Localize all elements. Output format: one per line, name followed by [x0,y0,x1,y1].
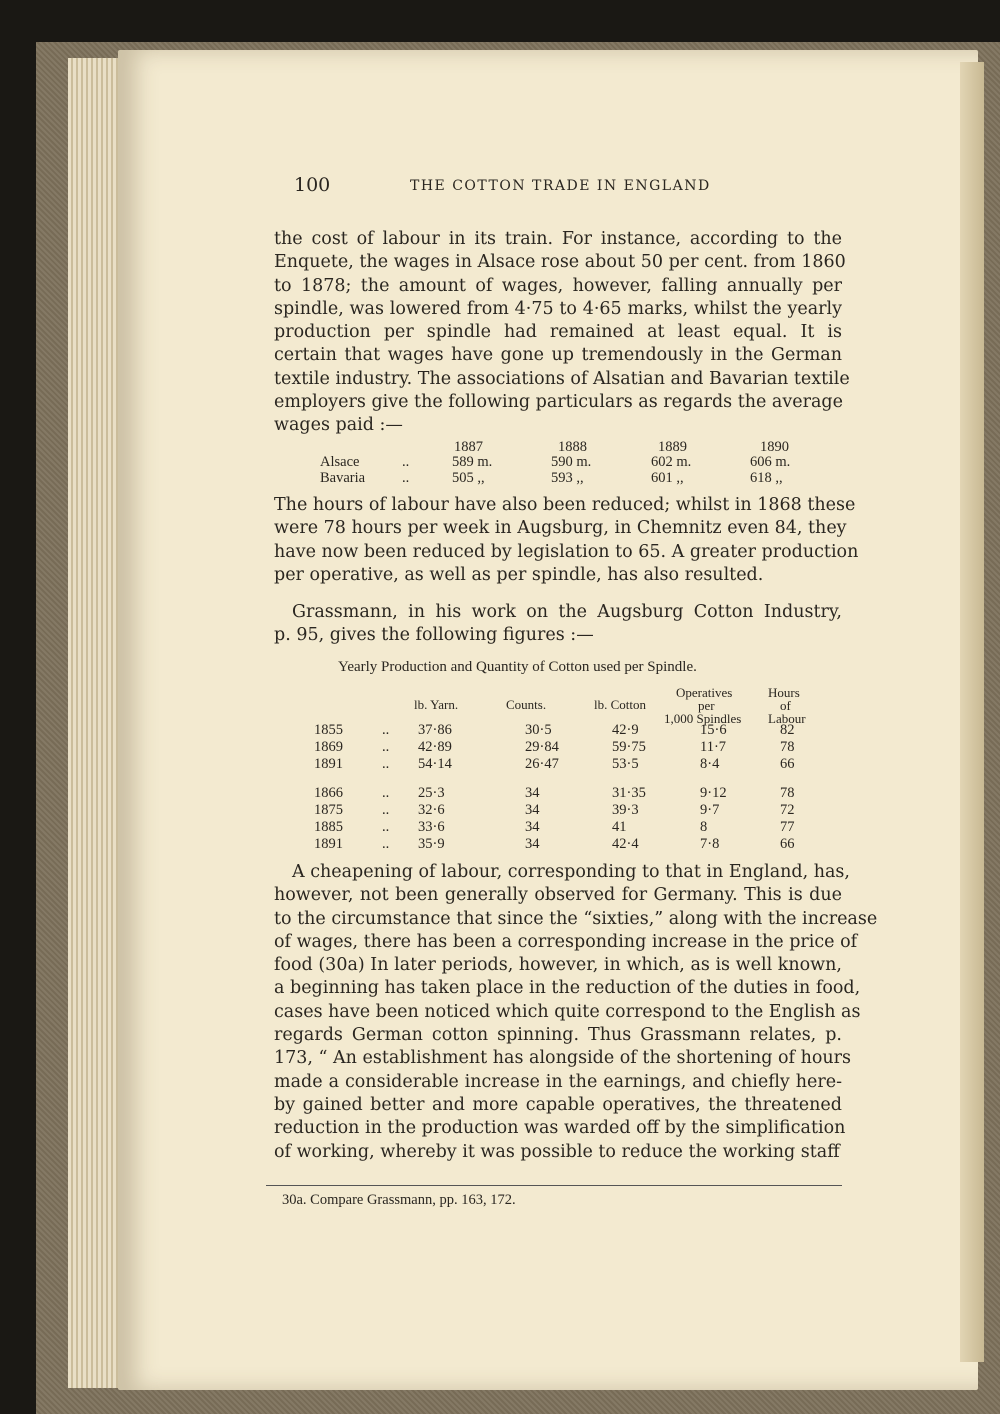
text-line: the cost of labour in its train. For instance, according to the [274,229,842,249]
row-hours: 66 [780,836,795,852]
text-line: textile industry. The associations of Alsatian and Bavarian textile [274,368,850,389]
row-operatives: 8·4 [700,756,720,772]
footnote: 30a. Compare Grassmann, pp. 163, 172. [282,1192,516,1208]
wages-cell: 606 m. [750,454,791,470]
row-operatives: 8 [700,819,708,835]
wages-year: 1887 [454,439,483,455]
wages-year: 1888 [558,439,587,455]
row-year: 1891 [314,756,343,772]
wages-cell: 505 ,, [452,470,485,486]
header-hours: Labour [768,711,806,726]
row-yarn: 37·86 [418,722,452,738]
text-line: by gained better and more capable operatives, the threatened [274,1094,842,1115]
header-cotton: lb. Cotton [594,697,647,712]
row-yarn: 25·3 [418,785,445,801]
row-cotton: 53·5 [612,756,639,772]
text-line: of working, whereby it was possible to reduce the working staff [274,1141,840,1162]
row-yarn: 35·9 [418,836,445,852]
row-operatives: 15·6 [700,722,727,738]
row-dots: .. [382,785,390,801]
paragraph-1 [274,228,850,438]
text-line: A cheapening of labour, corresponding to that in England, has, [292,862,850,882]
paragraph-4 [274,861,878,1164]
wages-cell: 602 m. [651,454,692,470]
row-hours: 72 [780,802,795,818]
text-line: have now been reduced by legislation to 65. A greater production [274,541,859,562]
row-counts: 34 [525,802,540,818]
row-hours: 66 [780,756,795,772]
text-line: were 78 hours per week in Augsburg, in Chemnitz even 84, they [274,518,847,539]
header-operatives: per [698,698,715,713]
header-operatives: 1,000 Spindles [664,711,742,726]
text-line: cases have been noticed which quite correspond to the English as [274,1001,861,1022]
wages-dots: .. [402,454,410,470]
row-counts: 26·47 [525,756,559,772]
row-operatives: 7·8 [700,836,720,852]
wages-cell: 601 ,, [651,470,684,486]
text-line: The hours of labour have also been reduced; whilst in 1868 these [274,495,856,515]
row-yarn: 54·14 [418,756,452,772]
row-operatives: 9·7 [700,802,720,818]
text-line: wages paid :— [274,415,403,436]
footnote-rule [266,1185,842,1186]
row-dots: .. [382,722,390,738]
header-hours: Hours [768,685,800,700]
right-page-edge [960,62,984,1362]
row-year: 1885 [314,819,343,835]
header-yarn: lb. Yarn. [414,697,459,712]
header-operatives: Operatives [676,685,733,700]
text-line: per operative, as well as per spindle, has also resulted. [274,564,764,585]
table-caption: Yearly Production and Quantity of Cotton used per Spindle. [338,659,697,675]
text-line: of wages, there has been a corresponding increase in the price of [274,931,858,952]
row-cotton: 59·75 [612,739,646,755]
row-counts: 34 [525,819,540,835]
row-year: 1869 [314,739,343,755]
row-cotton: 42·4 [612,836,639,852]
wages-region: Alsace [320,454,360,470]
text-line: 173, “ An establishment has alongside of the shortening of hours [274,1048,852,1069]
row-counts: 29·84 [525,739,559,755]
text-line: certain that wages have gone up tremendously in the German [274,345,842,366]
row-counts: 34 [525,785,540,801]
wages-year: 1889 [658,439,687,455]
row-counts: 34 [525,836,540,852]
row-dots: .. [382,739,390,755]
row-dots: .. [382,836,390,852]
wages-cell: 589 m. [452,454,493,470]
row-dots: .. [382,756,390,772]
row-hours: 77 [780,819,795,835]
text-line: to the circumstance that since the “sixties,” along with the increase [274,908,878,929]
row-hours: 78 [780,785,795,801]
wages-dots: .. [402,470,410,486]
text-line: p. 95, gives the following figures :— [274,625,594,646]
page-number: 100 [294,174,331,196]
text-line: Grassmann, in his work on the Augsburg Cotton Industry, [292,602,842,622]
wages-cell: 593 ,, [551,470,584,486]
text-line: to 1878; the amount of wages, however, falling annually per [274,275,842,296]
row-yarn: 33·6 [418,819,445,835]
row-year: 1875 [314,802,343,818]
wages-cell: 590 m. [551,454,592,470]
text-line: food (30a) In later periods, however, in which, as is well known, [274,955,842,976]
paragraph-2 [274,494,859,587]
row-cotton: 41 [612,819,627,835]
running-title: THE COTTON TRADE IN ENGLAND [410,178,711,194]
row-year: 1891 [314,836,343,852]
row-hours: 82 [780,722,795,738]
row-operatives: 9·12 [700,785,727,801]
wages-region: Bavaria [320,470,366,486]
row-dots: .. [382,819,390,835]
text-line: employers give the following particulars as regards the average [274,392,843,413]
header-hours: of [780,698,791,713]
row-yarn: 32·6 [418,802,445,818]
text-line: Enquete, the wages in Alsace rose about 50 per cent. from 1860 [274,252,846,273]
text-line: made a considerable increase in the earnings, and chiefly here- [274,1071,842,1092]
text-line: production per spindle had remained at least equal. It is [274,322,842,343]
row-year: 1855 [314,722,343,738]
row-cotton: 39·3 [612,802,639,818]
header-counts: Counts. [506,697,547,712]
row-dots: .. [382,802,390,818]
row-hours: 78 [780,739,795,755]
row-yarn: 42·89 [418,739,452,755]
text-line: spindle, was lowered from 4·75 to 4·65 marks, whilst the yearly [274,298,842,319]
text-line: reduction in the production was warded off by the simplification [274,1118,846,1139]
row-year: 1866 [314,785,343,801]
row-cotton: 31·35 [612,785,646,801]
wages-year: 1890 [760,439,789,455]
paragraph-3 [274,601,842,648]
row-counts: 30·5 [525,722,552,738]
wages-cell: 618 ,, [750,470,783,486]
text-line: regards German cotton spinning. Thus Grassmann relates, p. [274,1025,842,1046]
row-operatives: 11·7 [700,739,727,755]
row-cotton: 42·9 [612,722,639,738]
text-line: a beginning has taken place in the reduction of the duties in food, [274,978,861,999]
text-line: however, not been generally observed for Germany. This is due [274,885,842,906]
